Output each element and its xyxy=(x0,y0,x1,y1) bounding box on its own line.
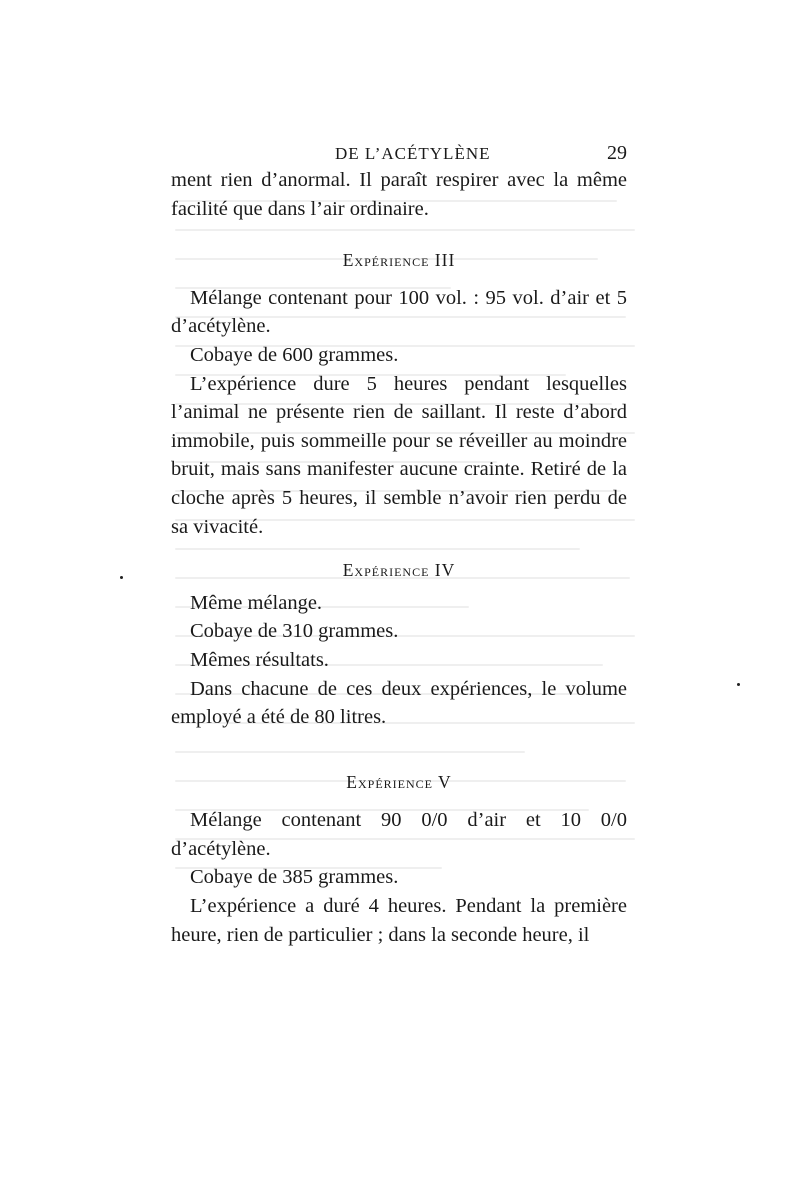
paragraph-subject-3: Cobaye de 600 grammes. xyxy=(190,343,399,366)
paragraph-continued: ment rien d’anormal. Il paraît respirer avec la même facilité que dans l’air ordinaire. xyxy=(171,169,627,220)
page-number: 29 xyxy=(607,142,627,164)
paragraph-mixture-4: Même mélange. xyxy=(190,591,323,614)
section-heading-experience-3: Expérience III xyxy=(342,250,456,271)
paragraph-volume-note: Dans chacune de ces deux expériences, le volume employé a été de 80 litres. xyxy=(171,677,627,729)
paragraph-observation-3: L’expérience dure 5 heures pendant lesquelles l’animal ne présente rien de saillant. Il reste d’abord immobile, puis sommeille pour se réveiller au moindre bruit, mais sans manifester aucune crainte. Retiré de la cloche après 5 heures, il semble n’avoir rien perdu de sa vivacité. xyxy=(171,372,627,538)
print-speck xyxy=(737,683,740,686)
page-body xyxy=(171,166,627,949)
section-heading-experience-5: Expérience V xyxy=(346,771,452,792)
paragraph-mixture-5: Mélange contenant 90 0/0 d’air et 10 0/0 d’acétylène. xyxy=(171,809,627,860)
paragraph-results-4: Mêmes résultats. xyxy=(190,648,329,671)
print-speck xyxy=(120,576,123,579)
running-title: DE L’ACÉTYLÈNE xyxy=(335,144,491,163)
paragraph-subject-5: Cobaye de 385 grammes. xyxy=(190,866,399,889)
paragraph-subject-4: Cobaye de 310 grammes. xyxy=(190,620,399,643)
section-heading-experience-4: Expérience IV xyxy=(342,560,456,581)
running-header xyxy=(335,142,627,164)
paragraph-observation-5: L’expérience a duré 4 heures. Pendant la première heure, rien de particulier ; dans la seconde heure, il xyxy=(171,895,627,946)
paragraph-mixture-3: Mélange contenant pour 100 vol. : 95 vol. d’air et 5 d’acétylène. xyxy=(171,286,627,338)
